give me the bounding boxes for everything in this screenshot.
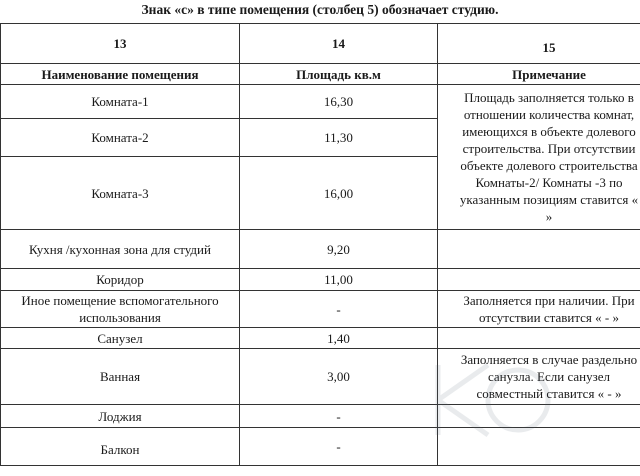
note-line: Заполняется в случае раздельно xyxy=(460,352,638,367)
table-row xyxy=(1,269,640,291)
room-name: Кухня /кухонная зона для студий xyxy=(1,230,240,269)
note-empty xyxy=(438,405,640,428)
room-area: 3,00 xyxy=(240,349,438,405)
header-row xyxy=(1,64,640,85)
room-area: 16,30 xyxy=(240,85,438,119)
table-row xyxy=(1,85,640,119)
table-row xyxy=(1,291,640,328)
note-empty xyxy=(438,230,640,269)
room-name: Санузел xyxy=(1,328,240,349)
room-area: 16,00 xyxy=(240,157,438,230)
note-auxiliary xyxy=(438,291,640,328)
header-area: Площадь кв.м xyxy=(240,64,438,85)
room-area: 11,30 xyxy=(240,119,438,157)
note-line: строительства. При отсутствии xyxy=(462,141,636,156)
room-area: 11,00 xyxy=(240,269,438,291)
room-name: Иное помещение вспомогательного использования xyxy=(1,291,240,328)
table-row xyxy=(1,349,640,405)
room-area: - xyxy=(240,428,438,466)
column-number-15: 15 xyxy=(438,24,640,64)
note-line: указанным позициям ставится « xyxy=(459,192,639,207)
table-row xyxy=(1,405,640,428)
column-number-row xyxy=(1,24,640,64)
note-line: санузла. Если санузел xyxy=(487,369,610,384)
room-area: - xyxy=(240,291,438,328)
note-line: имеющихся в объекте долевого xyxy=(462,124,636,139)
room-name: Ванная xyxy=(1,349,240,405)
note-line: объекте долевого строительства xyxy=(460,158,638,173)
note-bathroom xyxy=(438,349,640,405)
note-line: отсутствии ставится « - » xyxy=(478,310,619,325)
room-name: Комната-3 xyxy=(1,157,240,230)
room-name: Балкон xyxy=(1,428,240,466)
room-area: 9,20 xyxy=(240,230,438,269)
note-empty xyxy=(438,269,640,291)
room-area: - xyxy=(240,405,438,428)
premises-table xyxy=(0,23,640,466)
note-rooms xyxy=(438,85,640,230)
room-area: 1,40 xyxy=(240,328,438,349)
note-empty xyxy=(438,328,640,349)
note-line: » xyxy=(545,209,553,224)
table-row xyxy=(1,328,640,349)
note-line: Комнаты-2/ Комнаты -3 по xyxy=(475,175,623,190)
note-line: Площадь заполняется только в xyxy=(464,90,634,105)
note-line: отношении количества комнат, xyxy=(463,107,635,122)
room-name: Комната-1 xyxy=(1,85,240,119)
table-row xyxy=(1,230,640,269)
note-line: Заполняется при наличии. При xyxy=(463,293,635,308)
column-number-13: 13 xyxy=(1,24,240,64)
note-line: совместный ставится « - » xyxy=(476,386,622,401)
header-note: Примечание xyxy=(438,64,640,85)
column-number-14: 14 xyxy=(240,24,438,64)
table-caption: Знак «с» в типе помещения (столбец 5) обозначает студию. xyxy=(141,2,499,17)
note-empty xyxy=(438,428,640,466)
room-name: Комната-2 xyxy=(1,119,240,157)
room-name: Коридор xyxy=(1,269,240,291)
header-room-name: Наименование помещения xyxy=(1,64,240,85)
room-name: Лоджия xyxy=(1,405,240,428)
table-row xyxy=(1,428,640,466)
